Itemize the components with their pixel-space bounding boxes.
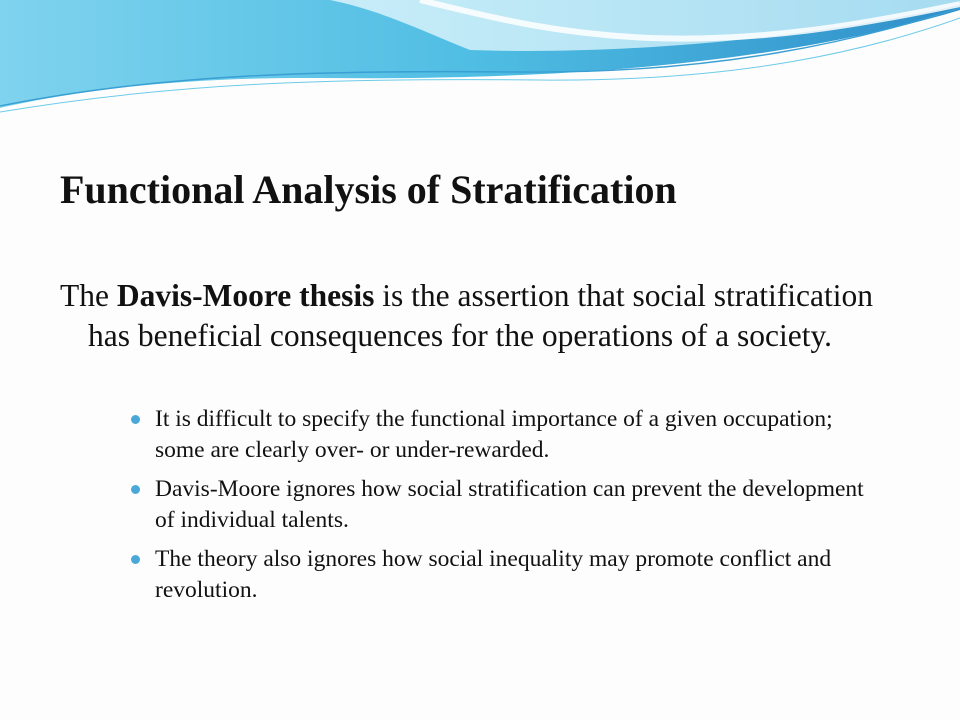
criticism-list <box>127 404 867 614</box>
list-item-text: Davis-Moore ignores how social stratification can prevent the development of individual talents. <box>155 476 864 533</box>
bullet-dot-icon <box>131 555 140 564</box>
bullet-dot-icon <box>131 485 140 494</box>
paragraph-rest: is the assertion that social stratification has beneficial consequences for the operations of a society. <box>88 278 873 353</box>
header-wave-decoration <box>0 0 960 120</box>
paragraph-lead: The <box>60 278 117 313</box>
bullet-dot-icon <box>131 415 140 424</box>
list-item-text: The theory also ignores how social inequality may promote conflict and revolution. <box>155 546 832 603</box>
slide-title: Functional Analysis of Stratification <box>60 167 677 212</box>
list-item-text: It is difficult to specify the functional importance of a given occupation; some are clearly over- or under-rewarded. <box>155 406 833 463</box>
list-item <box>127 404 867 466</box>
list-item <box>127 474 867 536</box>
definition-paragraph <box>60 276 878 356</box>
key-term: Davis-Moore thesis <box>116 278 375 313</box>
list-item <box>127 544 867 606</box>
